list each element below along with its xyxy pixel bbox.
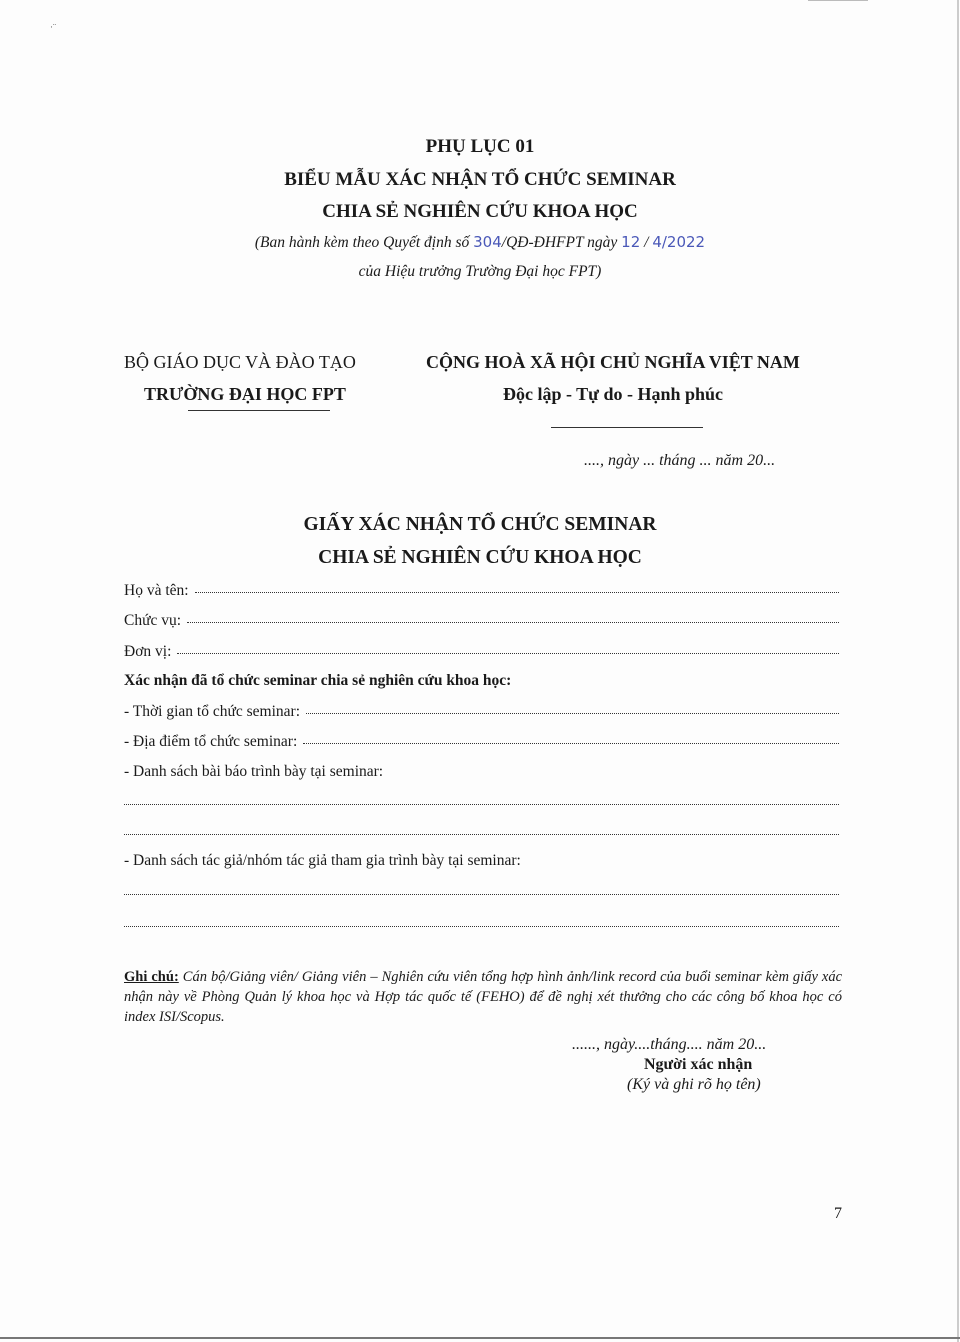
decision-number-handwritten: 304	[473, 233, 502, 251]
signature-date-line: ......, ngày....tháng.... năm 20...	[572, 1036, 767, 1053]
papers-input-line-2[interactable]	[124, 834, 839, 835]
field-label: - Địa điểm tổ chức seminar:	[124, 733, 298, 750]
form-title-line2: CHIA SẺ NGHIÊN CỨU KHOA HỌC	[322, 201, 638, 222]
position-input[interactable]	[187, 621, 839, 623]
authors-input-line-1[interactable]	[124, 894, 839, 895]
field-seminar-location[interactable]	[124, 733, 839, 751]
issued-prefix: (Ban hành kèm theo Quyết định số	[254, 234, 470, 251]
full-name-input[interactable]	[195, 591, 839, 593]
signature-role: Người xác nhận	[644, 1056, 753, 1073]
signature-instruction: (Ký và ghi rõ họ tên)	[627, 1076, 761, 1093]
field-label: Họ và tên:	[124, 582, 189, 599]
scan-edge-top-right	[808, 0, 868, 1]
university-underline	[188, 410, 330, 411]
authors-label: - Danh sách tác giả/nhóm tác giả tham gia trình bày tại seminar:	[124, 852, 521, 869]
appendix-title: PHỤ LỤC 01	[425, 136, 535, 157]
form-title-line1: BIỂU MẪU XÁC NHẬN TỔ CHỨC SEMINAR	[284, 169, 676, 190]
field-full-name[interactable]	[124, 582, 839, 600]
certificate-title-line1: GIẤY XÁC NHẬN TỔ CHỨC SEMINAR	[303, 514, 657, 535]
motto-underline	[551, 427, 703, 428]
seminar-location-input[interactable]	[303, 742, 839, 744]
ministry-name: BỘ GIÁO DỤC VÀ ĐÀO TẠO	[124, 352, 356, 372]
field-label: Đơn vị:	[124, 643, 172, 660]
field-label: - Thời gian tổ chức seminar:	[124, 703, 301, 720]
issued-line1	[0, 233, 960, 252]
university-name: TRƯỜNG ĐẠI HỌC FPT	[144, 384, 346, 404]
field-seminar-time[interactable]	[124, 703, 839, 721]
national-motto: Độc lập - Tự do - Hạnh phúc	[503, 384, 724, 404]
decision-month-handwritten: 4/20	[652, 233, 687, 251]
decision-year-handwritten: 22	[686, 233, 706, 251]
papers-input-line-1[interactable]	[124, 804, 839, 805]
unit-input[interactable]	[177, 652, 839, 654]
scan-corner-mark: ·¨	[50, 22, 56, 32]
seminar-time-input[interactable]	[306, 712, 839, 714]
date-separator: /	[644, 234, 649, 251]
field-position[interactable]	[124, 612, 839, 630]
field-label: Chức vụ:	[124, 612, 182, 629]
page-number: 7	[834, 1205, 842, 1222]
header-date-line: ...., ngày ... tháng ... năm 20...	[584, 452, 776, 469]
note-paragraph	[124, 967, 842, 1027]
authors-input-line-2[interactable]	[124, 926, 839, 927]
issued-line2: của Hiệu trưởng Trường Đại học FPT)	[358, 263, 602, 280]
scan-edge-bottom	[0, 1337, 960, 1339]
field-unit[interactable]	[124, 643, 839, 661]
certificate-title-line2: CHIA SẺ NGHIÊN CỨU KHOA HỌC	[318, 547, 642, 568]
confirm-heading: Xác nhận đã tổ chức seminar chia sẻ nghiên cứu khoa học:	[124, 672, 512, 689]
issued-mid: /QĐ-ĐHFPT ngày	[501, 234, 618, 251]
note-text: Cán bộ/Giảng viên/ Giảng viên – Nghiên cứu viên tổng hợp hình ảnh/link record của buổi seminar kèm giấy xác nhận này về Phòng Quản lý khoa học và Hợp tác quốc tế (FEHO) để đề nghị xét thưởng cho các công bố khoa học có index ISI/Scopus.	[124, 969, 843, 1025]
decision-day-handwritten: 12	[621, 233, 641, 251]
papers-label: - Danh sách bài báo trình bày tại seminar:	[124, 763, 384, 780]
note-label: Ghi chú:	[124, 969, 179, 985]
country-name: CỘNG HOÀ XÃ HỘI CHỦ NGHĨA VIỆT NAM	[426, 352, 800, 372]
